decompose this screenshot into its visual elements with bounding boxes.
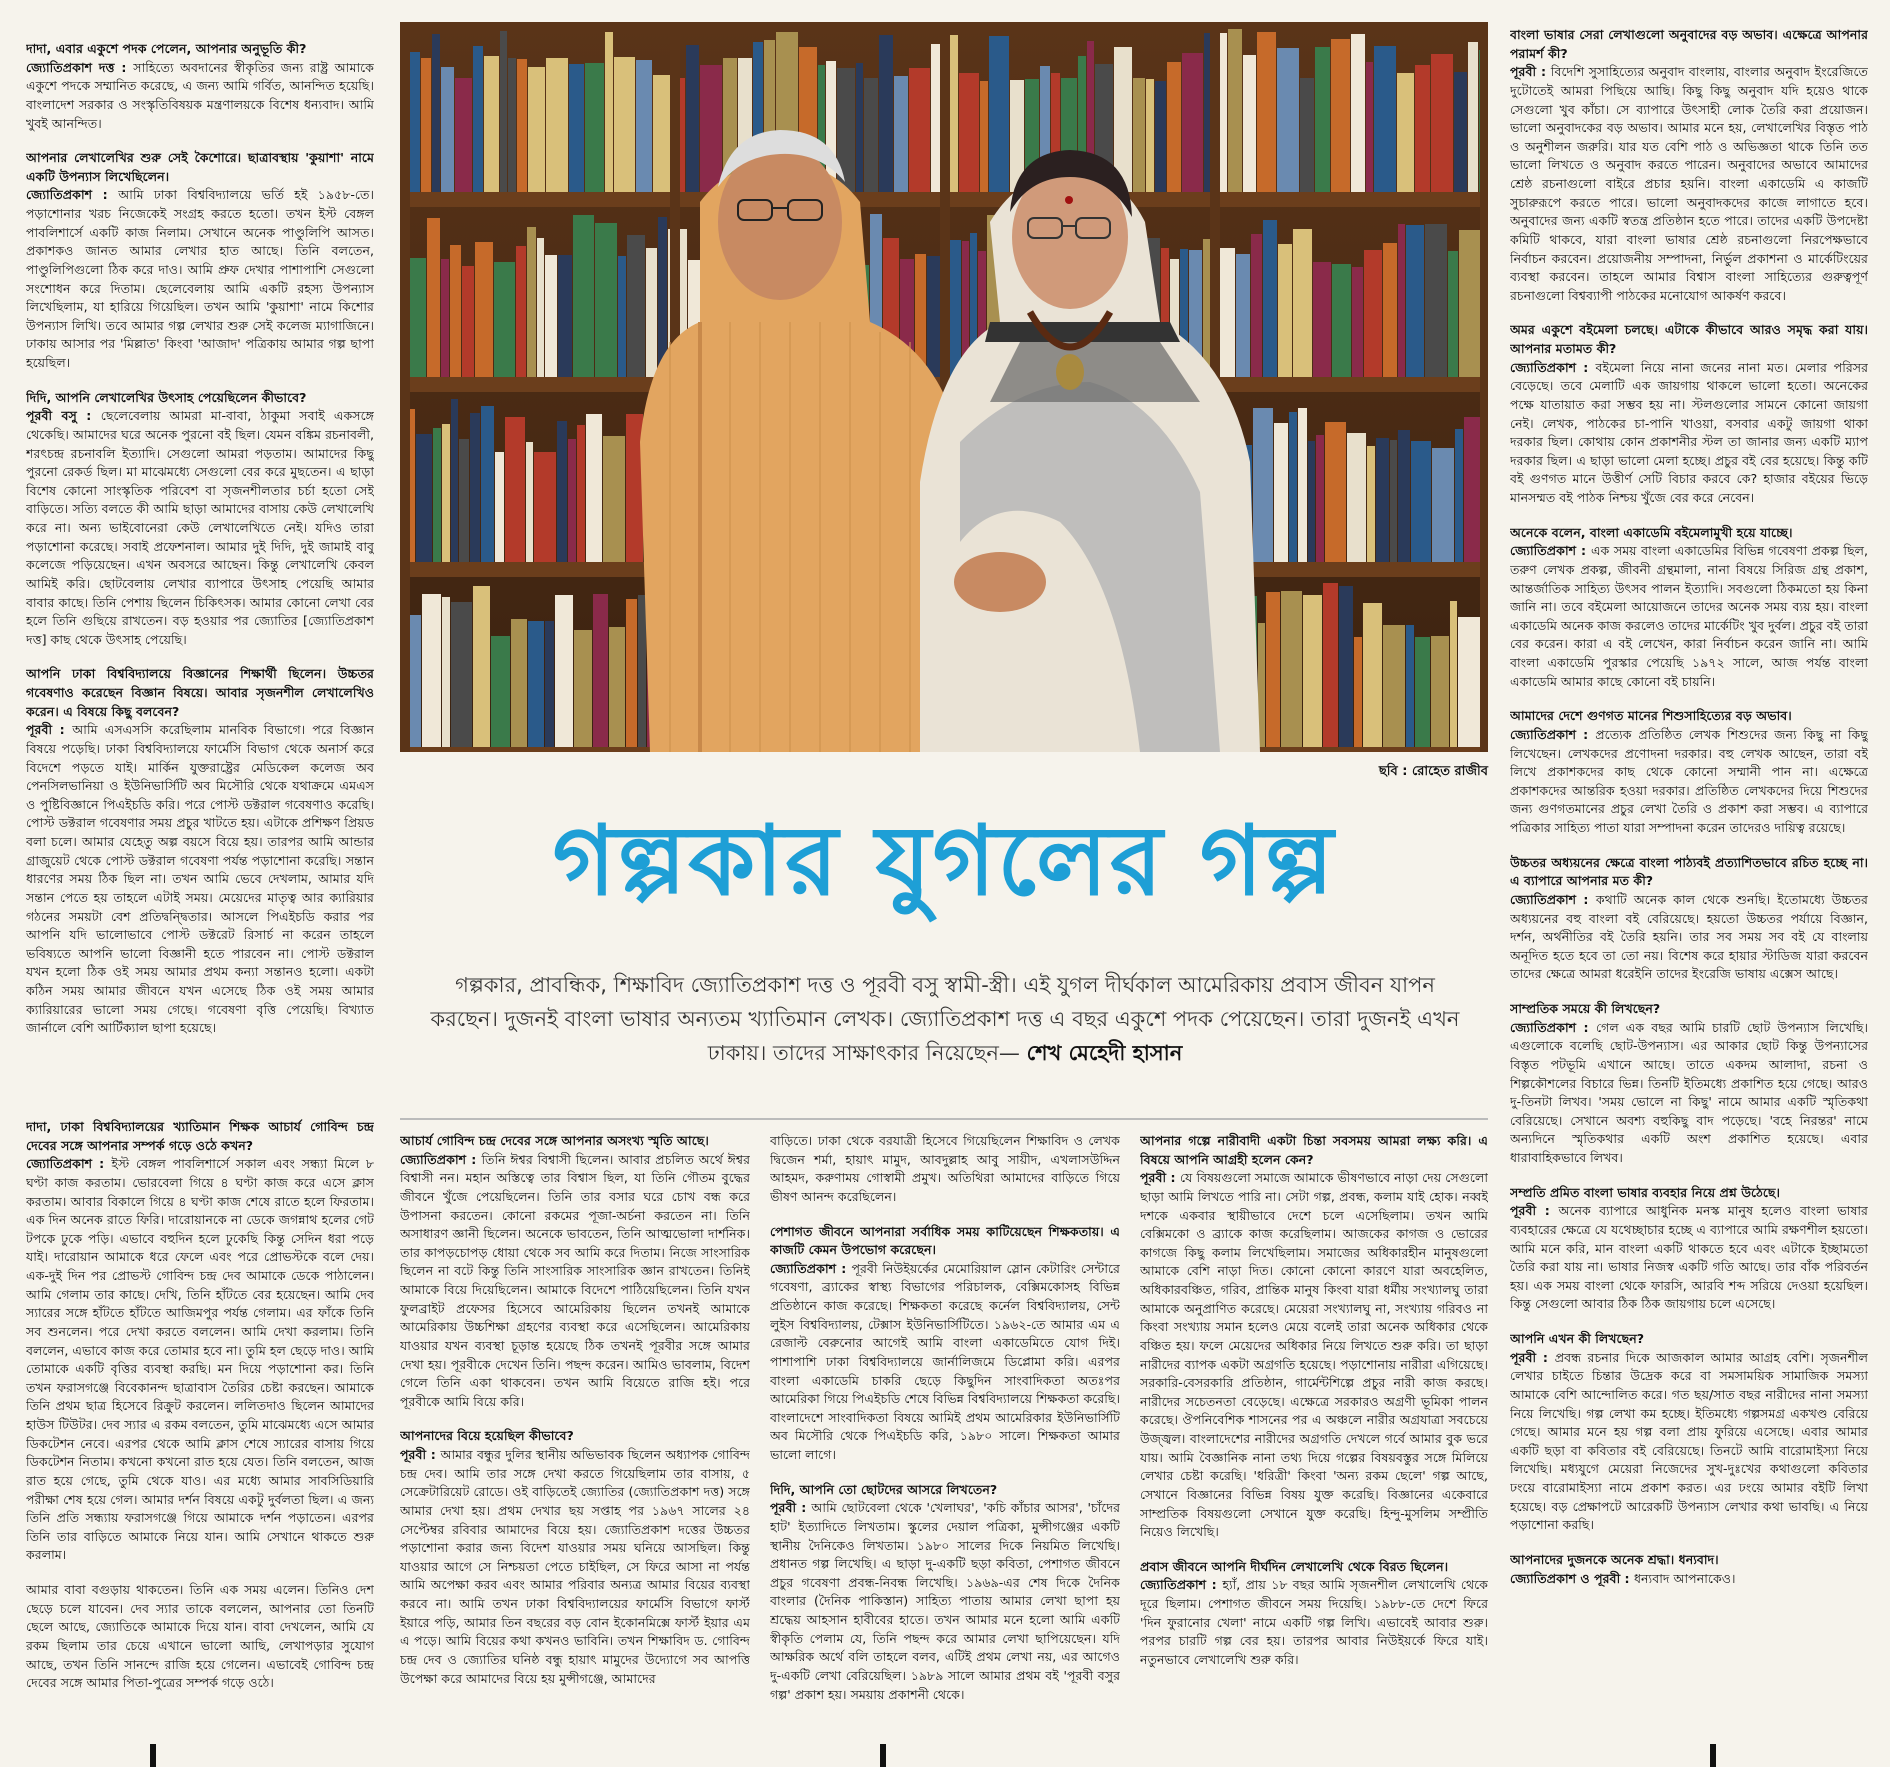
question: আপনি এখন কী লিখছেন?	[1510, 1331, 1645, 1346]
answer	[1510, 1570, 1868, 1589]
qa-block	[1510, 854, 1868, 984]
question: অমর একুশে বইমেলা চলছে। এটাকে কীভাবে আরও সমৃদ্ধ করা যায়। আপনার মতামত কী?	[1510, 322, 1868, 356]
answer-text: কথাটি অনেক কাল থেকে শুনছি। ইতোমধ্যে উচ্চতর অধ্যয়নের বহু বাংলা বই বেরিয়েছে। হয়তো উচ্চতর পর্যায়ে বিজ্ঞান, দর্শন, অর্থনীতির বই তৈরি হয়নি। তার সব সময় সব বই যে বাংলায় অনূদিত হতে হবে তা তো নয়। বিশেষ করে হায়ার স্টাডিজ যারা করবেন তাদের ক্ষেত্রে আমরা ধরেইনি তাদের ইংরেজি ভাষায় এক্সেস আছে।	[1510, 891, 1868, 982]
center-column-3	[1140, 1132, 1488, 1742]
answer	[1510, 359, 1868, 508]
answer-text: সাহিত্যে অবদানের স্বীকৃতির জন্য রাষ্ট্র আমাকে একুশে পদকে সম্মানিত করেছে, এ জন্য আমি গর্বিত, আনন্দিত হয়েছি। বাংলাদেশ সরকার ও সংস্কৃতিবিষয়ক মন্ত্রণালয়কে বিশেষ ধন্যবাদ। আমি খুবই আনন্দিত।	[26, 59, 374, 131]
answer-text: এক সময় বাংলা একাডেমির বিভিন্ন গবেষণা প্রকল্প ছিল, তরুণ লেখক প্রকল্প, জীবনী গ্রন্থমালা, নানা বিষয়ে সিরিজ গ্রন্থ প্রকাশ, আন্তর্জাতিক সাহিত্য উৎসব পালন ইত্যাদি। সবগুলো ঠিকমতো হয় কিনা জানি না। তবে বইমেলা আয়োজনে তাদের অনেক সময় ব্যয় হয়। বাংলা একাডেমি অনেক কাজ করলেও তাদের মার্কেটিং খুব দুর্বল। প্রচুর বই তারা বের করেন। কারা এ বই লেখেন, কারা নির্বাচন করেন জানি না। আমি বাংলা একাডেমি পুরস্কার পেয়েছি ১৯৭২ সালে, আজ পর্যন্ত বাংলা একাডেমি আমার কাছে কোনো বই চায়নি।	[1510, 543, 1868, 689]
answer	[26, 186, 374, 372]
answer-text: গেল এক বছর আমি চারটি ছোট উপন্যাস লিখেছি। এগুলোকে বলেছি ছোট-উপন্যাস। এর আকার ছোট কিন্তু উপন্যাসের বিস্তৃত পটভূমি এখানে আছে। তাতে একদম আলাদা, রচনা ও শিল্পকৌশলের বিচারে ভিন্ন। তিনটি ইতিমধ্যে প্রকাশিত হয়ে গেছে। আরও দু-তিনটা লিখব। 'সময় ভোলে না কিছু' নামে আমার একটি স্মৃতিকথা বেরিয়েছে। সেখানে অবশ্য বহুকিছু বাদ পড়েছে। 'বহে নিরন্তর' নামে অন্যদিনে স্মৃতিকথার একটি অংশ প্রকাশিত হয়েছে। এবার ধারাবাহিকভাবে লিখব।	[1510, 1019, 1868, 1165]
question: উচ্চতর অধ্যয়নের ক্ষেত্রে বাংলা পাঠ্যবই প্রত্যাশিতভাবে রচিত হচ্ছে না। এ ব্যাপারে আপনার মত কী?	[1510, 854, 1868, 889]
speaker-label: জ্যোতিপ্রকাশ :	[770, 1260, 852, 1276]
speaker-label: জ্যোতিপ্রকাশ :	[26, 1156, 112, 1172]
question: বাংলা ভাষার সেরা লেখাগুলো অনুবাদের বড় অভাব। এক্ষেত্রে আপনার পরামর্শ কী?	[1510, 27, 1868, 61]
speaker-label: পূরবী :	[1140, 1170, 1181, 1186]
answer-text: আমি এসএসসি করেছিলাম মানবিক বিভাগে। পরে বিজ্ঞান বিষয়ে পড়েছি। ঢাকা বিশ্ববিদ্যালয়ে ফার্মেসি বিভাগ থেকে অনার্স করে বিদেশে পড়তে যাই। মার্কিন যুক্তরাষ্ট্রের মেডিকেল কলেজ অব পেনসিলভানিয়া ও ইউনিভার্সিটি অব মিসৌরি থেকে যথাক্রমে এমএস ও পুষ্টিবিজ্ঞানে পিএইচডি করি। পরে পোস্ট ডক্টরাল গবেষণাও করেছি। পোস্ট ডক্টরাল গবেষণার সময় প্রচুর খাটতে হয়। এটাকে প্রশিক্ষণ প্রিয়ড বলা চলে। আমার যেহেতু অল্প বয়সে বিয়ে হয়। তারপর আমি আন্ডার গ্রাজুয়েট থেকে পোস্ট ডক্টরাল গবেষণা পর্যন্ত পড়াশোনা করেছি। সন্তান ধারণের সময় ঠিক ছিল না। তখন আমি ভেবে দেখলাম, আমার যদি সন্তান পেতে হয় তাহলে এটাই সময়। মেয়েদের মাতৃত্ব আর ক্যারিয়ার গঠনের সময়টা বেশ প্রতিদ্বন্দ্বিতার। আসলে পিএইচডি করার পর আপনি যদি ভালোভাবে পোস্ট ডক্টরেট রিসার্চ না করেন তাহলে ভবিষ্যতে আপনি ভালো বিজ্ঞানী হতে পারবেন না। পোস্ট ডক্টরাল যখন হলো ঠিক ওই সময় আমার প্রথম কন্যা সন্তানও হলো। একটা কঠিন সময় আমার জীবনে যখন এসেছে ঠিক ওই সময় আমার ক্যারিয়ারের ভালো সময় গেছে। গবেষণা বৃত্তি পেয়েছি। বিখ্যাত জার্নালে বেশি আর্টিক্যাল ছাপা হয়েছে।	[26, 722, 374, 1036]
qa-block	[1140, 1132, 1488, 1542]
right-column	[1510, 26, 1868, 1742]
answer-text: আমি ঢাকা বিশ্ববিদ্যালয়ে ভর্তি হই ১৯৫৮-তে। পড়াশোনার খরচ নিজেকেই সংগ্রহ করতে হতো। তখন ইস্ট বেঙ্গল পাবলিশার্সে একটি কাজ নিলাম। সেখানে অনেক পাণ্ডুলিপি আসত। প্রকাশকও জানত আমার লেখার হাত আছে। তিনি বলতেন, পাণ্ডুলিপিগুলো ঠিক করে দাও। আমি প্রুফ দেখার পাশাপাশি সেগুলো সংশোধন করে দিতাম। ছেলেবেলায় আমি একটি রহস্য উপন্যাস লিখেছিলাম, যা হারিয়ে গিয়েছিল। তখন আমি 'কুয়াশা' নামে কিশোর উপন্যাস লিখি। তবে আমার গল্প লেখার শুরু সেই কলেজ ম্যাগাজিনে। ঢাকায় আসার পর 'মিল্লাত' কিংবা 'আজাদ' পত্রিকায় আমার গল্প ছাপা হয়েছিল।	[26, 187, 374, 370]
qa-block	[1510, 1184, 1868, 1314]
qa-block	[26, 40, 374, 133]
speaker-label: জ্যোতিপ্রকাশ :	[1510, 1019, 1596, 1035]
qa-block	[1510, 707, 1868, 837]
answer-text: ইস্ট বেঙ্গল পাবলিশার্সে সকাল এবং সন্ধ্যা মিলে ৮ ঘণ্টা কাজ করতাম। ভোরবেলা গিয়ে ৪ ঘণ্টা কাজ করে এসে ক্লাস করতাম। আবার বিকালে গিয়ে ৪ ঘণ্টা কাজ শেষে রাতে হলে ফিরতাম। এক দিন অনেক রাতে ফিরি। দারোয়ানকে না ডেকে জগন্নাথ হলের গেট টপকে ঢুকে পড়ি। এভাবে বহুদিন হলে ঢুকেছি কিন্তু সেদিন ধরা পড়ে যাই। দারোয়ান আমাকে ধরে ফেলে এবং পরে প্রোভস্টকে বলে দেয়। এক-দুই দিন পর প্রোভস্ট গোবিন্দ চন্দ্র দেব আমাকে ডেকে পাঠালেন। আমি গেলাম তার কাছে। দেখি, তিনি হাঁটতে বের হয়েছেন। আমি দেব স্যারের সঙ্গে হাঁটতে হাঁটতে আজিমপুর পর্যন্ত গেলাম। এর ফাঁকে তিনি সব শুনলেন। পরে দেখা করতে বললেন। আমি দেখা করলাম। তিনি বললেন, এভাবে কাজ করে তোমার হবে না। তুমি হল ছেড়ে দাও। আমি তোমাকে একটি বৃত্তির ব্যবস্থা করছি। মন দিয়ে পড়াশোনা কর। তিনি তখন ফরাসগঞ্জে বিবেকানন্দ ছাত্রাবাস তৈরির চেষ্টা করছেন। আমাকে তিনি প্রথম ছাত্র হিসেবে রিক্রুট করলেন। ললিতদাও ছিলেন আমাদের হাউস টিউটর। দেব স্যার এ রকম বলতেন, তুমি মাঝেমধ্যে এসে আমার ডিকটেশন নেবে। এরপর থেকে আমি ক্লাস শেষে স্যারের বাসায় গিয়ে ডিকটেশন নিতাম। কখনো কখনো রাত হয়ে যেত। তিনি বলতেন, আজ রাত হয়ে গেছে, তুমি থেকে যাও। এর মধ্যে আমার সাবসিডিয়ারি পরীক্ষা শেষ হয়ে গেল। আমার দর্শন বিষয়ে একটু দুর্বলতা ছিল। এ জন্য তিনি প্রতি সন্ধ্যায় ফরাসগঞ্জে গিয়ে আমাকে দর্শন পড়াতেন। এরপর তিনি তার বাড়িতে আমাকে নিয়ে যান। আমি সেখানে থাকতে শুরু করলাম।	[26, 1156, 374, 1563]
question: দিদি, আপনি লেখালেখির উৎসাহ পেয়েছিলেন কীভাবে?	[26, 389, 307, 405]
answer-text: বিদেশি সুসাহিত্যের অনুবাদ বাংলায়, বাংলার অনুবাদ ইংরেজিতে দুটোতেই আমরা পিছিয়ে আছি। কিছু কিছু অনুবাদ যদি হয়েও থাকে সেগুলো খুব কাঁচা। সে ব্যাপারে উৎসাহী লোক তৈরি করা প্রয়োজন। ভালো অনুবাদকের বড় অভাব। আমার মনে হয়, লেখালেখির বিস্তৃত পাঠ ও অনুশীলন জরুরি। যার যত বেশি পাঠ ও অভিজ্ঞতা থাকে তিনি তত ভালো লিখতে ও অনুবাদ করতে পারেন। অনুবাদের অভাবে আমাদের শ্রেষ্ঠ রচনাগুলো বাইরে প্রচার হয়নি। বাংলা একাডেমি এ কাজটি সুচারুরূপে করতে পারে। ভালো অনুবাদকদের কাজে লাগাতে হবে। অনুবাদের জন্য একটি স্বতন্ত্র প্রতিষ্ঠান হতে পারে। তাদের একটি উপদেষ্টা কমিটি থাকবে, যারা বাংলা ভাষার শ্রেষ্ঠ রচনাগুলো নিরপেক্ষভাবে নির্বাচন করবেন। প্রয়োজনীয় সম্পাদনা, নির্ভুল প্রকাশনা ও মার্কেটিংয়ের ব্যবস্থা করবেন। তাহলে আমার বিশ্বাস বাংলা সাহিত্যের গুরুত্বপূর্ণ রচনাগুলো বিশ্বব্যাপী পাঠকের মনোযোগ আকর্ষণ করবে।	[1510, 64, 1868, 303]
answer-text: তিনি ঈশ্বর বিশ্বাসী ছিলেন। আবার প্রচলিত অর্থে ঈশ্বর বিশ্বাসী নন। মহান অস্তিত্বে তার বিশ্বাস ছিল, যা তিনি গৌতম বুদ্ধের জীবনে খুঁজে পেয়েছিলেন। তিনি তার বসার ঘরে চোখ বন্ধ করে উপাসনা করতেন। কোনো রকমের পূজা-অর্চনা করতেন না। তিনি অসাধারণ জ্ঞানী ছিলেন। অনেকে ভাবতেন, তিনি আত্মভোলা দার্শনিক। তার কাপড়চোপড় ধোয়া থেকে সব আমি করে দিতাম। নিজে সাংসারিক ছিলেন না বটে কিন্তু তিনি সাংসারিক সাংসারিক জ্ঞান রাখতেন। তিনিই আমাকে বিয়ে দিয়েছিলেন। আমাকে বিদেশে পাঠিয়েছিলেন। তিনি যখন ফুলব্রাইট প্রফেসর হিসেবে আমেরিকায় ছিলেন তখনই আমাকে আমেরিকায় উচ্চশিক্ষা গ্রহণের ব্যবস্থা করে এসেছিলেন। আমেরিকায় যাওয়ার যখন ব্যবস্থা চূড়ান্ত হয়েছে ঠিক তখনই পূরবীর সঙ্গে আমার দেখা হয়। পূরবীকে দেখেন তিনি। পছন্দ করেন। আমিও ভাবলাম, বিদেশ গেলে তিনি একা থাকবেন। তখন আমি বিয়েতে রাজি হই। পরে পূরবীকে আমি বিয়ে করি।	[400, 1151, 750, 1409]
qa-block	[1510, 1551, 1868, 1588]
center-column-1	[400, 1132, 750, 1742]
answer-text: ছেলেবেলায় আমরা মা-বাবা, ঠাকুমা সবাই একসঙ্গে থেকেছি। আমাদের ঘরে অনেক পুরনো বই ছিল। যেমন বঙ্কিম রচনাবলী, শরৎচন্দ্র রচনাবলি ইত্যাদি। সেগুলো আমরা পড়তাম। আমাদের কিছু পুরনো রেকর্ড ছিল। মা মাঝেমধ্যে সেগুলো বের করে মুছতেন। এ ছাড়া বিশেষ কোনো সাংস্কৃতিক পরিবেশ বা সৃজনশীলতার চর্চা হতো সেই বাড়িতে। সত্যি বলতে কী আমি ছাড়া আমাদের বাসায় কেউ লেখালেখি করে না। অন্য ভাইবোনেরা কেউ লেখালেখিতে নেই। যদিও তারা পড়াশোনা করেছে। সবাই প্রফেশনাল। আমার দুই দিদি, দুই জামাই বাবু কলেজে পড়িয়েছেন। এখন অবসরে আছেন। কিন্তু লেখালেখি কেবল আমিই করি। ছোটবেলায় লেখার ব্যাপারে উৎসাহ পেয়েছি আমার বাবার কাছে। তিনি পেশায় ছিলেন চিকিৎসক। আমার কোনো লেখা বের হলে তিনি গুছিয়ে রাখতেন। বড় হওয়ার পর জ্যোতির [জ্যোতিপ্রকাশ দত্ত] কাছ থেকে উৎসাহ পেয়েছি।	[26, 408, 374, 647]
left-column-top	[26, 40, 374, 1100]
next-page-edge	[0, 1744, 1890, 1767]
answer-text: অনেক ব্যাপারে আধুনিক মনস্ক মানুষ হলেও বাংলা ভাষার ব্যবহারের ক্ষেত্রে যে যথেচ্ছাচার হচ্ছে এ ব্যাপারে আমি রক্ষণশীল হয়তো। আমি মনে করি, মান বাংলা একটি থাকতে হবে এবং এটাকে ইচ্ছামতো তৈরি করা যায় না। ভাষার নিজস্ব একটি গতি আছে। তার বাঁক পরিবর্তন হয়। এক সময় বাংলা থেকে ফারসি, আরবি শব্দ সরিয়ে দেওয়া হয়েছিল। কিন্তু সেগুলো আবার ঠিক ঠিক জায়গায় চলে এসেছে।	[1510, 1203, 1868, 1312]
speaker-label: জ্যোতিপ্রকাশ :	[1510, 726, 1596, 742]
byline: শেখ মেহেদী হাসান	[1026, 1041, 1183, 1066]
answer	[1510, 1202, 1868, 1314]
left-column-bottom	[26, 1118, 374, 1738]
question: আপনার গল্পে নারীবাদী একটা চিন্তা সবসময় আমরা লক্ষ্য করি। এ বিষয়ে আপনি আগ্রহী হলেন কেন?	[1140, 1133, 1488, 1167]
qa-block	[400, 1427, 750, 1688]
qa-block	[770, 1481, 1120, 1705]
question: আপনাদের বিয়ে হয়েছিল কীভাবে?	[400, 1428, 574, 1444]
answer	[26, 1581, 374, 1693]
speaker-label: পূরবী :	[1510, 64, 1551, 80]
qa-block	[1510, 1000, 1868, 1168]
question: আচার্য গোবিন্দ চন্দ্র দেবের সঙ্গে আপনার অসংখ্য স্মৃতি আছে।	[400, 1133, 709, 1148]
question: আমাদের দেশে গুণগত মানের শিশুসাহিত্যের বড় অভাব।	[1510, 708, 1792, 724]
speaker-label: জ্যোতিপ্রকাশ :	[1140, 1577, 1223, 1593]
speaker-label: জ্যোতিপ্রকাশ :	[1510, 543, 1591, 559]
qa-block	[770, 1132, 1120, 1207]
qa-block	[26, 1118, 374, 1565]
speaker-label: জ্যোতিপ্রকাশ ও পূরবী :	[1510, 1570, 1634, 1586]
question: দিদি, আপনি তো ছোটদের আসরে লিখতেন?	[770, 1481, 998, 1497]
answer-text: হ্যাঁ, প্রায় ১৮ বছর আমি সৃজনশীল লেখালেখি থেকে দূরে ছিলাম। পেশাগত জীবনে সময় দিয়েছি। ১৯৮৮-তে দেশে ফিরে 'দিন ফুরানোর খেলা' নামে একটি গল্প লিখি। এভাবেই আবার শুরু। পরপর চারটি গল্প বের হয়। তারপর আবার নিউইয়র্কে ফিরে যাই। নতুনভাবে লেখালেখি শুরু করি।	[1140, 1577, 1488, 1667]
photo-credit: ছবি : রোহেত রাজীব	[1378, 764, 1488, 779]
speaker-label: জ্যোতিপ্রকাশ :	[1510, 359, 1596, 375]
answer	[26, 59, 374, 134]
qa-block	[400, 1132, 750, 1411]
headline: গল্পকার যুগলের গল্প	[552, 804, 1336, 917]
divider	[400, 1118, 1488, 1120]
intro-paragraph	[430, 968, 1460, 1070]
answer	[1510, 1019, 1868, 1168]
answer	[1510, 542, 1868, 691]
qa-block	[1510, 524, 1868, 692]
answer-text: ধন্যবাদ আপনাকেও।	[1633, 1570, 1736, 1586]
answer-text: আমার বাবা বগুড়ায় থাকতেন। তিনি এক সময় এলেন। তিনিও দেশ ছেড়ে চলে যাবেন। দেব স্যার তাকে বললেন, আপনার তো তিনটি ছেলে আছে, জ্যোতিকে আমাকে দিয়ে যান। বাবা দেখলেন, আমি যে রকম ছিলাম তার চেয়ে এখানে ভালো আছি, লেখাপড়ার সুযোগ আছে, তখন তিনি সানন্দে রাজি হয়ে গেলেন। এভাবেই গোবিন্দ চন্দ্র দেবের সঙ্গে আমার পিতা-পুত্রের সম্পর্ক গড়ে ওঠে।	[26, 1582, 374, 1691]
speaker-label: পূরবী :	[26, 722, 73, 738]
couple-photo	[400, 22, 1488, 752]
answer-text: বইমেলা নিয়ে নানা জনের নানা মত। মেলার পরিসর বেড়েছে। তবে মেলাটি এক জায়গায় থাকলে ভালো হতো। অনেকের পক্ষে যাতায়াত করা সম্ভব হয় না। স্টলগুলোর সামনে কোনো জায়গা নেই। লেখক, পাঠকের চা-পানি খাওয়া, বসবার একটু জায়গা থাকা দরকার ছিল। কোথায় কোন প্রকাশনীর স্টল তা জানার জন্য একটি ম্যাপ দরকার ছিল। এ ছাড়া ভালো মেলা হচ্ছে। প্রচুর বই বের হয়েছে। কিন্তু কটি বই গুণগত মানে উত্তীর্ণ সেটি বিচার করবে কে? হাজার বইয়ের ভিড়ে মানসম্মত বই পাঠক নিশ্চয় খুঁজে বের করে নেবেন।	[1510, 359, 1868, 505]
qa-block	[1510, 1330, 1868, 1535]
question: সম্প্রতি প্রমিত বাংলা ভাষার ব্যবহার নিয়ে প্রশ্ন উঠেছে।	[1510, 1184, 1781, 1200]
qa-block	[1510, 321, 1868, 507]
answer	[1510, 726, 1868, 838]
speaker-label: পূরবী :	[400, 1447, 441, 1462]
answer-text: আমি ছোটবেলা থেকে 'খেলাঘর', 'কচি কাঁচার আসর', 'চাঁদের হাট' ইত্যাদিতে লিখতাম। স্কুলের দেয়াল পত্রিকা, মুন্সীগঞ্জের একটি স্থানীয় দৈনিকেও লিখতাম। ১৯৮০ সালের দিকে নিয়মিত লিখেছি। প্রধানত গল্প লিখেছি। এ ছাড়া দু-একটি ছড়া কবিতা, পেশাগত জীবনে প্রচুর গবেষণা প্রবন্ধ-নিবন্ধ লিখেছি। ১৯৬৯-এর শেষ দিকে দৈনিক বাংলার (দৈনিক পাকিস্তান) সাহিত্য পাতায় আমার লেখা ছাপা হয় শ্রদ্ধেয় আহসান হাবীবের হাতে। তখন আমার মনে হলো আমি একটি স্বীকৃতি পেলাম যে, তিনি পছন্দ করে আমার লেখা ছাপিয়েছেন। যদি আক্ষরিক অর্থে বলি তাহলে বলব, এটিই প্রথম লেখা নয়, এর আগেও দু-একটি লেখা বেরিয়েছিল। ১৯৮৯ সালে আমার প্রথম বই 'পূরবী বসুর গল্প' প্রকাশ হয়। সময়ায় প্রকাশনী থেকে।	[770, 1500, 1120, 1702]
speaker-label: পূরবী :	[1510, 1349, 1555, 1365]
speaker-label: জ্যোতিপ্রকাশ :	[1510, 891, 1596, 907]
question: দাদা, ঢাকা বিশ্ববিদ্যালয়ের খ্যাতিমান শিক্ষক আচার্য গোবিন্দ চন্দ্র দেবের সঙ্গে আপনার সম্পর্ক গড়ে ওঠে কখন?	[26, 1119, 374, 1153]
answer-text: পূরবী নিউইয়র্কের মেমোরিয়াল স্লোন কেটারিং সেন্টারে গবেষণা, ব্র্যাকের স্বাস্থ্য বিভাগের পরিচালক, বেক্সিমকোসহ বিভিন্ন প্রতিষ্ঠানে কাজ করেছে। শিক্ষকতা করেছে কর্নেল বিশ্ববিদ্যালয়, সেন্ট লুইস বিশ্ববিদ্যালয়, টেক্সাস ইউনিভার্সিটিতে। ১৯৬২-তে আমার এম এ রেজাল্ট বেরুনোর আগেই আমি বাংলা একাডেমিতে যোগ দিই। পাশাপাশি ঢাকা বিশ্ববিদ্যালয়ে জার্নালিজমে ডিপ্লোমা করি। এরপর বাংলা একাডেমি চাকরি ছেড়ে কিছুদিন সাংবাদিকতা অতঃপর আমেরিকা গিয়ে পিএইচডি শেষে বিভিন্ন বিশ্ববিদ্যালয়ে শিক্ষকতা করেছি। বাংলাদেশে সাংবাদিকতা বিষয়ে আমিই প্রথম আমেরিকার ইউনিভার্সিটি অব মিসৌরি থেকে পিএইচডি করি, ১৯৮০ সালে। শিক্ষকতা আমার ভালো লাগে।	[770, 1260, 1120, 1462]
speaker-label: পূরবী :	[770, 1500, 812, 1516]
question: দাদা, এবার একুশে পদক পেলেন, আপনার অনুভূতি কী?	[26, 41, 307, 56]
qa-block	[1510, 26, 1868, 305]
qa-block	[26, 389, 374, 650]
answer-text: আমার বন্ধুর দুলির স্থানীয় অভিভাবক ছিলেন অধ্যাপক গোবিন্দ চন্দ্র দেব। আমি তার সঙ্গে দেখা করতে গিয়েছিলাম তার বাসায়, ৫ সেক্রেটারিয়েট রোডে। ওই বাড়িতেই জ্যোতির (জ্যোতিপ্রকাশ দত্ত) সঙ্গে আমার দেখা হয়। প্রথম দেখার ছয় সপ্তাহ পর ১৯৬৭ সালের ২৪ সেপ্টেম্বর রবিবার আমাদের বিয়ে হয়। জ্যোতিপ্রকাশ দত্তের উচ্চতর পড়াশোনা করার জন্য বিদেশ যাওয়ার সময় ঘনিয়ে আসছিল। কিন্তু যাওয়ার আগে সে নিশ্চয়তা পেতে চাইছিল, সে ফিরে আসা না পর্যন্ত আমি অপেক্ষা করব এবং আমার পরিবার অন্যত্র আমার বিয়ের ব্যবস্থা করবে না। আমি তখন ঢাকা বিশ্ববিদ্যালয়ের ফার্মেসি বিভাগে ফার্স্ট ইয়ারে পড়ি, আমার তিন বছরের বড় বোন ইকোনমিক্সে ফার্স্ট ইয়ার এম এ পড়ে। আমি বিয়ের কথা কখনও ভাবিনি। তখন শিক্ষাবিদ ড. গোবিন্দ চন্দ্র দেব ও জ্যোতির ঘনিষ্ঠ বন্ধু হায়াৎ মামুদের উদ্যোগে সব আপত্তি উপেক্ষা করে আমাদের বিয়ে হয় মুন্সীগঞ্জে, আমাদের	[400, 1447, 750, 1686]
qa-block	[1140, 1558, 1488, 1670]
answer-text: প্রত্যেক প্রতিষ্ঠিত লেখক শিশুদের জন্য কিছু না কিছু লিখেছেন। লেখকদের প্রণোদনা দরকার। বহু লেখক আছেন, তারা বই লিখে প্রকাশকদের কাছ থেকে কোনো সম্মানী পান না। এক্ষেত্রে প্রকাশকদের আন্তরিক হওয়া দরকার। প্রতিষ্ঠিত লেখকদের দিয়ে শিশুদের জন্য গুণগতমানের প্রচুর লেখা তৈরি ও প্রকাশ করা সম্ভব। এ ব্যাপারে পত্রিকার সাহিত্য পাতা যারা সম্পাদনা করেন তাদেরও দায়িত্ব রয়েছে।	[1510, 726, 1868, 835]
question: প্রবাস জীবনে আপনি দীর্ঘদিন লেখালেখি থেকে বিরত ছিলেন।	[1140, 1558, 1449, 1574]
qa-block	[26, 1581, 374, 1693]
answer	[1140, 1576, 1488, 1669]
answer-text: বাড়িতে। ঢাকা থেকে বরযাত্রী হিসেবে গিয়েছিলেন শিক্ষাবিদ ও লেখক দ্বিজেন শর্মা, হায়াৎ মামুদ, আবদুল্লাহ আবু সায়ীদ, এখলাসউদ্দিন আহমদ, করুণাময় গোস্বামী প্রমুখ। অতিথিরা আমাদের বাড়িতে গিয়ে ভীষণ আনন্দ করেছিলেন।	[770, 1133, 1120, 1204]
speaker-label: জ্যোতিপ্রকাশ দত্ত :	[26, 59, 134, 75]
answer	[1510, 63, 1868, 305]
answer	[1510, 891, 1868, 984]
qa-block	[26, 665, 374, 1038]
question: পেশাগত জীবনে আপনারা সর্বাধিক সময় কাটিয়েছেন শিক্ষকতায়। এ কাজটি কেমন উপভোগ করেছেন।	[770, 1223, 1120, 1258]
answer	[1510, 1349, 1868, 1535]
question: আপনাদের দুজনকে অনেক শ্রদ্ধা। ধন্যবাদ।	[1510, 1551, 1719, 1567]
answer	[400, 1446, 750, 1688]
intro-text: গল্পকার, প্রাবন্ধিক, শিক্ষাবিদ জ্যোতিপ্রকাশ দত্ত ও পূরবী বসু স্বামী-স্ত্রী। এই যুগল দীর্ঘকাল আমেরিকায় প্রবাস জীবন যাপন করছেন। দুজনই বাংলা ভাষার অন্যতম খ্যাতিমান লেখক। জ্যোতিপ্রকাশ দত্ত এ বছর একুশে পদক পেয়েছেন। তারা দুজনই এখন ঢাকায়। তাদের সাক্ষাৎকার নিয়েছেন—	[430, 973, 1460, 1066]
answer	[770, 1499, 1120, 1704]
answer	[770, 1260, 1120, 1465]
answer	[770, 1132, 1120, 1207]
question: আপনার লেখালেখির শুরু সেই কৈশোরে। ছাত্রাবস্থায় 'কুয়াশা' নামে একটি উপন্যাস লিখেছিলেন।	[26, 150, 374, 184]
speaker-label: জ্যোতিপ্রকাশ :	[26, 187, 119, 203]
question: সাম্প্রতিক সময়ে কী লিখছেন?	[1510, 1001, 1661, 1016]
speaker-label: পূরবী বসু :	[26, 408, 101, 424]
question: অনেকে বলেন, বাংলা একাডেমি বইমেলামুখী হয়ে যাচ্ছে।	[1510, 524, 1793, 540]
answer-text: প্রবন্ধ রচনার দিকে আজকাল আমার আগ্রহ বেশি। সৃজনশীল লেখার চাইতে চিন্তার উদ্রেক করে বা সমসাময়িক সামাজিক সমস্যা আমাকে বেশি আন্দোলিত করে। গত ছয়/সাত বছর নারীদের নানা সমস্যা নিয়ে লিখেছি। গল্প লেখা কম হচ্ছে। ইতিমধ্যে গল্পসমগ্র একখণ্ড বেরিয়ে গেছে। আমার মনে হয় গল্প বলা প্রায় ফুরিয়ে এসেছে। এবার আমার একটি ছড়া বা কবিতার বই বেরিয়েছে। তিনটে আমি বারোমাইস্যা নিয়ে লিখেছি। মধ্যযুগে মেয়েরা নিজেদের সুখ-দুঃখের কথাগুলো কবিতার ঢংয়ে বারোমাইস্যা নামে প্রকাশ করত। এর ঢংয়ে আমার বইটি লিখা হয়েছে। বড় প্রেক্ষাপটে আরেকটি উপন্যাস লেখার কথা ভাবছি। এ নিয়ে পড়াশোনা করছি।	[1510, 1349, 1868, 1533]
speaker-label: জ্যোতিপ্রকাশ :	[400, 1151, 482, 1167]
answer	[400, 1151, 750, 1412]
answer	[26, 1155, 374, 1565]
qa-block	[770, 1223, 1120, 1465]
answer	[1140, 1169, 1488, 1542]
answer-text: যে বিষয়গুলো সমাজে আমাকে ভীষণভাবে নাড়া দেয় সেগুলো ছাড়া আমি লিখতে পারি না। সেটা গল্প, প্রবন্ধ, কলাম যাই হোক। নব্বই দশকে একবার স্থায়ীভাবে দেশে চলে এসেছিলাম। তখন আমি বেক্সিমকো ও ব্র্যাকে কাজ করেছিলাম। আজকের কাগজ ও ভোরের কাগজে কিছু কলাম লিখেছিলাম। সমাজের অধিকারহীন মানুষগুলো আমাকে বেশি নাড়া দিত। কোনো কোনো কারণে যারা অবহেলিত, অধিকারবঞ্চিত, গরিব, প্রান্তিক মানুষ কিংবা যারা ধর্মীয় সংখ্যালঘু তারা আমাকে অনুপ্রাণিত করেছে। মেয়েরা সংখ্যালঘু না, সংখ্যায় গরিবও না কিংবা সংখ্যায় সমান হলেও মেয়ে বলেই তারা অনেক অধিকার থেকে বঞ্চিত হয়। ফলে মেয়েদের অধিকার নিয়ে লিখতে শুরু করি। তা ছাড়া নারীদের ব্যাপক একটা অগ্রগতি হয়েছে। পড়াশোনায় নারীরা এগিয়েছে। সরকারি-বেসরকারি প্রতিষ্ঠান, গার্মেন্টশিল্পে প্রচুর নারী কাজ করছে। নারীদের সচেতনতা বেড়েছে। এক্ষেত্রে সরকারও অগ্রণী ভূমিকা পালন করেছে। ঔপনিবেশিক শাসনের পর এ অঞ্চলে নারীর অগ্রযাত্রা সবচেয়ে উজ্জ্বল। বাংলাদেশের নারীদের অগ্রগতি দেখলে গর্বে আমার বুক ভরে যায়। আমি বৈজ্ঞানিক নানা তথ্য দিয়ে গল্পের বিষয়বস্তুর সঙ্গে মিলিয়ে লেখার চেষ্টা করেছি। 'ধরিত্রী' কিংবা 'অন্য রকম ছেলে' গল্প আছে, সেখানে বিজ্ঞানের বিভিন্ন বিষয় যুক্ত করেছি। বিজ্ঞানের একেবারে সাম্প্রতিক বিষয়গুলো সেখানে যুক্ত করেছি। হিন্দু-মুসলিম সম্প্রীতি নিয়েও লিখেছি।	[1140, 1170, 1488, 1540]
center-column-2	[770, 1132, 1120, 1742]
answer	[26, 721, 374, 1038]
qa-block	[26, 149, 374, 373]
speaker-label: পূরবী :	[1510, 1203, 1559, 1219]
answer	[26, 407, 374, 649]
question: আপনি ঢাকা বিশ্ববিদ্যালয়ে বিজ্ঞানের শিক্ষার্থী ছিলেন। উচ্চতর গবেষণাও করেছেন বিজ্ঞান বিষয়ে। আবার সৃজনশীল লেখালেখিও করেন। এ বিষয়ে কিছু বলবেন?	[26, 666, 374, 719]
